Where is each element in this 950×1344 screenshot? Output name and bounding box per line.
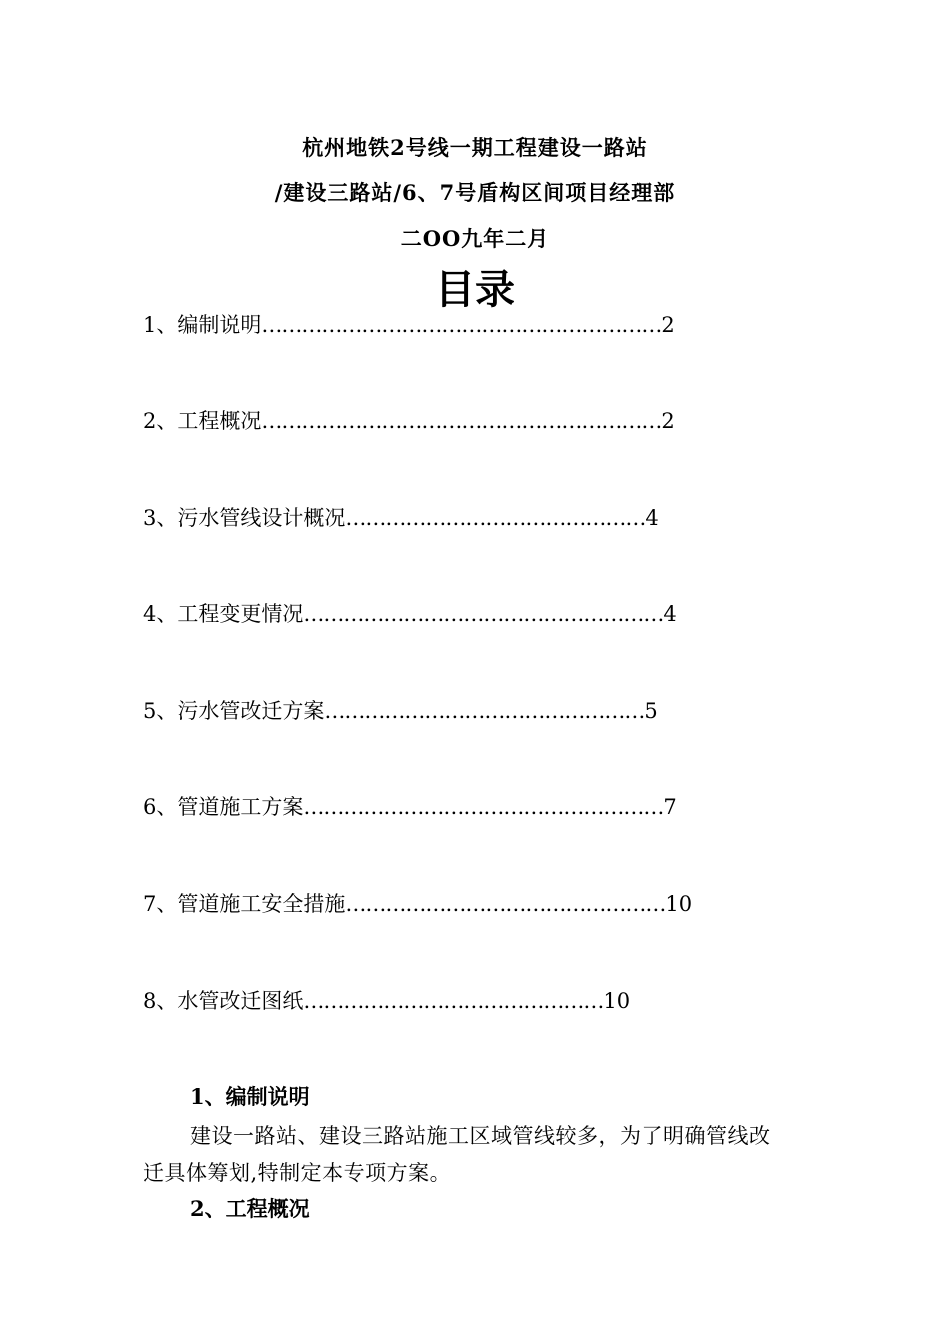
toc-item[interactable] [143,502,659,532]
section-heading: 1、编制说明 [190,1084,310,1109]
toc-item-leader: ……………………………………………… [303,602,664,626]
toc-item-page: 2 [661,409,675,433]
toc-item[interactable] [143,405,675,435]
toc-item[interactable] [143,309,675,339]
toc-item-leader: ……………………………………………… [303,795,664,819]
header-line-1: 杭州地铁2号线一期工程建设一路站 [302,135,648,160]
toc-item-label: 7、管道施工安全措施 [143,892,346,916]
paragraph-line: 迁具体筹划,特制定本专项方案。 [143,1161,452,1185]
toc-item-leader: ……………………………………… [303,989,604,1013]
toc-item[interactable] [143,791,677,821]
toc-item[interactable] [143,985,630,1015]
paragraph-line: 建设一路站、建设三路站施工区域管线较多，为了明确管线改 [190,1124,771,1148]
toc-item-page: 4 [663,602,677,626]
section-heading: 2、工程概况 [190,1196,310,1221]
toc-item-leader: ……………………………………… [345,506,646,530]
toc-title: 目录 [435,266,515,313]
toc-item-label: 3、污水管线设计概况 [143,506,346,530]
toc-item-leader: …………………………………………………… [261,313,662,337]
toc-item-label: 5、污水管改迁方案 [143,699,325,723]
toc-item-page: 4 [645,506,659,530]
toc-item-page: 10 [665,892,693,916]
toc-item-page: 5 [644,699,658,723]
toc-item-label: 8、水管改迁图纸 [143,989,304,1013]
toc-item-label: 4、工程变更情况 [143,602,304,626]
header-date: 二OO九年二月 [400,226,550,251]
toc-item-label: 2、工程概况 [143,409,262,433]
toc-item[interactable] [143,695,658,725]
toc-item-leader: ………………………………………… [324,699,645,723]
toc-item-page: 10 [603,989,631,1013]
toc-item-page: 7 [663,795,677,819]
toc-item-leader: ………………………………………… [345,892,666,916]
toc-item-leader: …………………………………………………… [261,409,662,433]
header-line-2: /建设三路站/6、7号盾构区间项目经理部 [274,180,676,205]
toc-item-label: 6、管道施工方案 [143,795,304,819]
toc-item-page: 2 [661,313,675,337]
toc-item-label: 1、编制说明 [143,313,262,337]
toc-item[interactable] [143,888,692,918]
toc-item[interactable] [143,598,677,628]
